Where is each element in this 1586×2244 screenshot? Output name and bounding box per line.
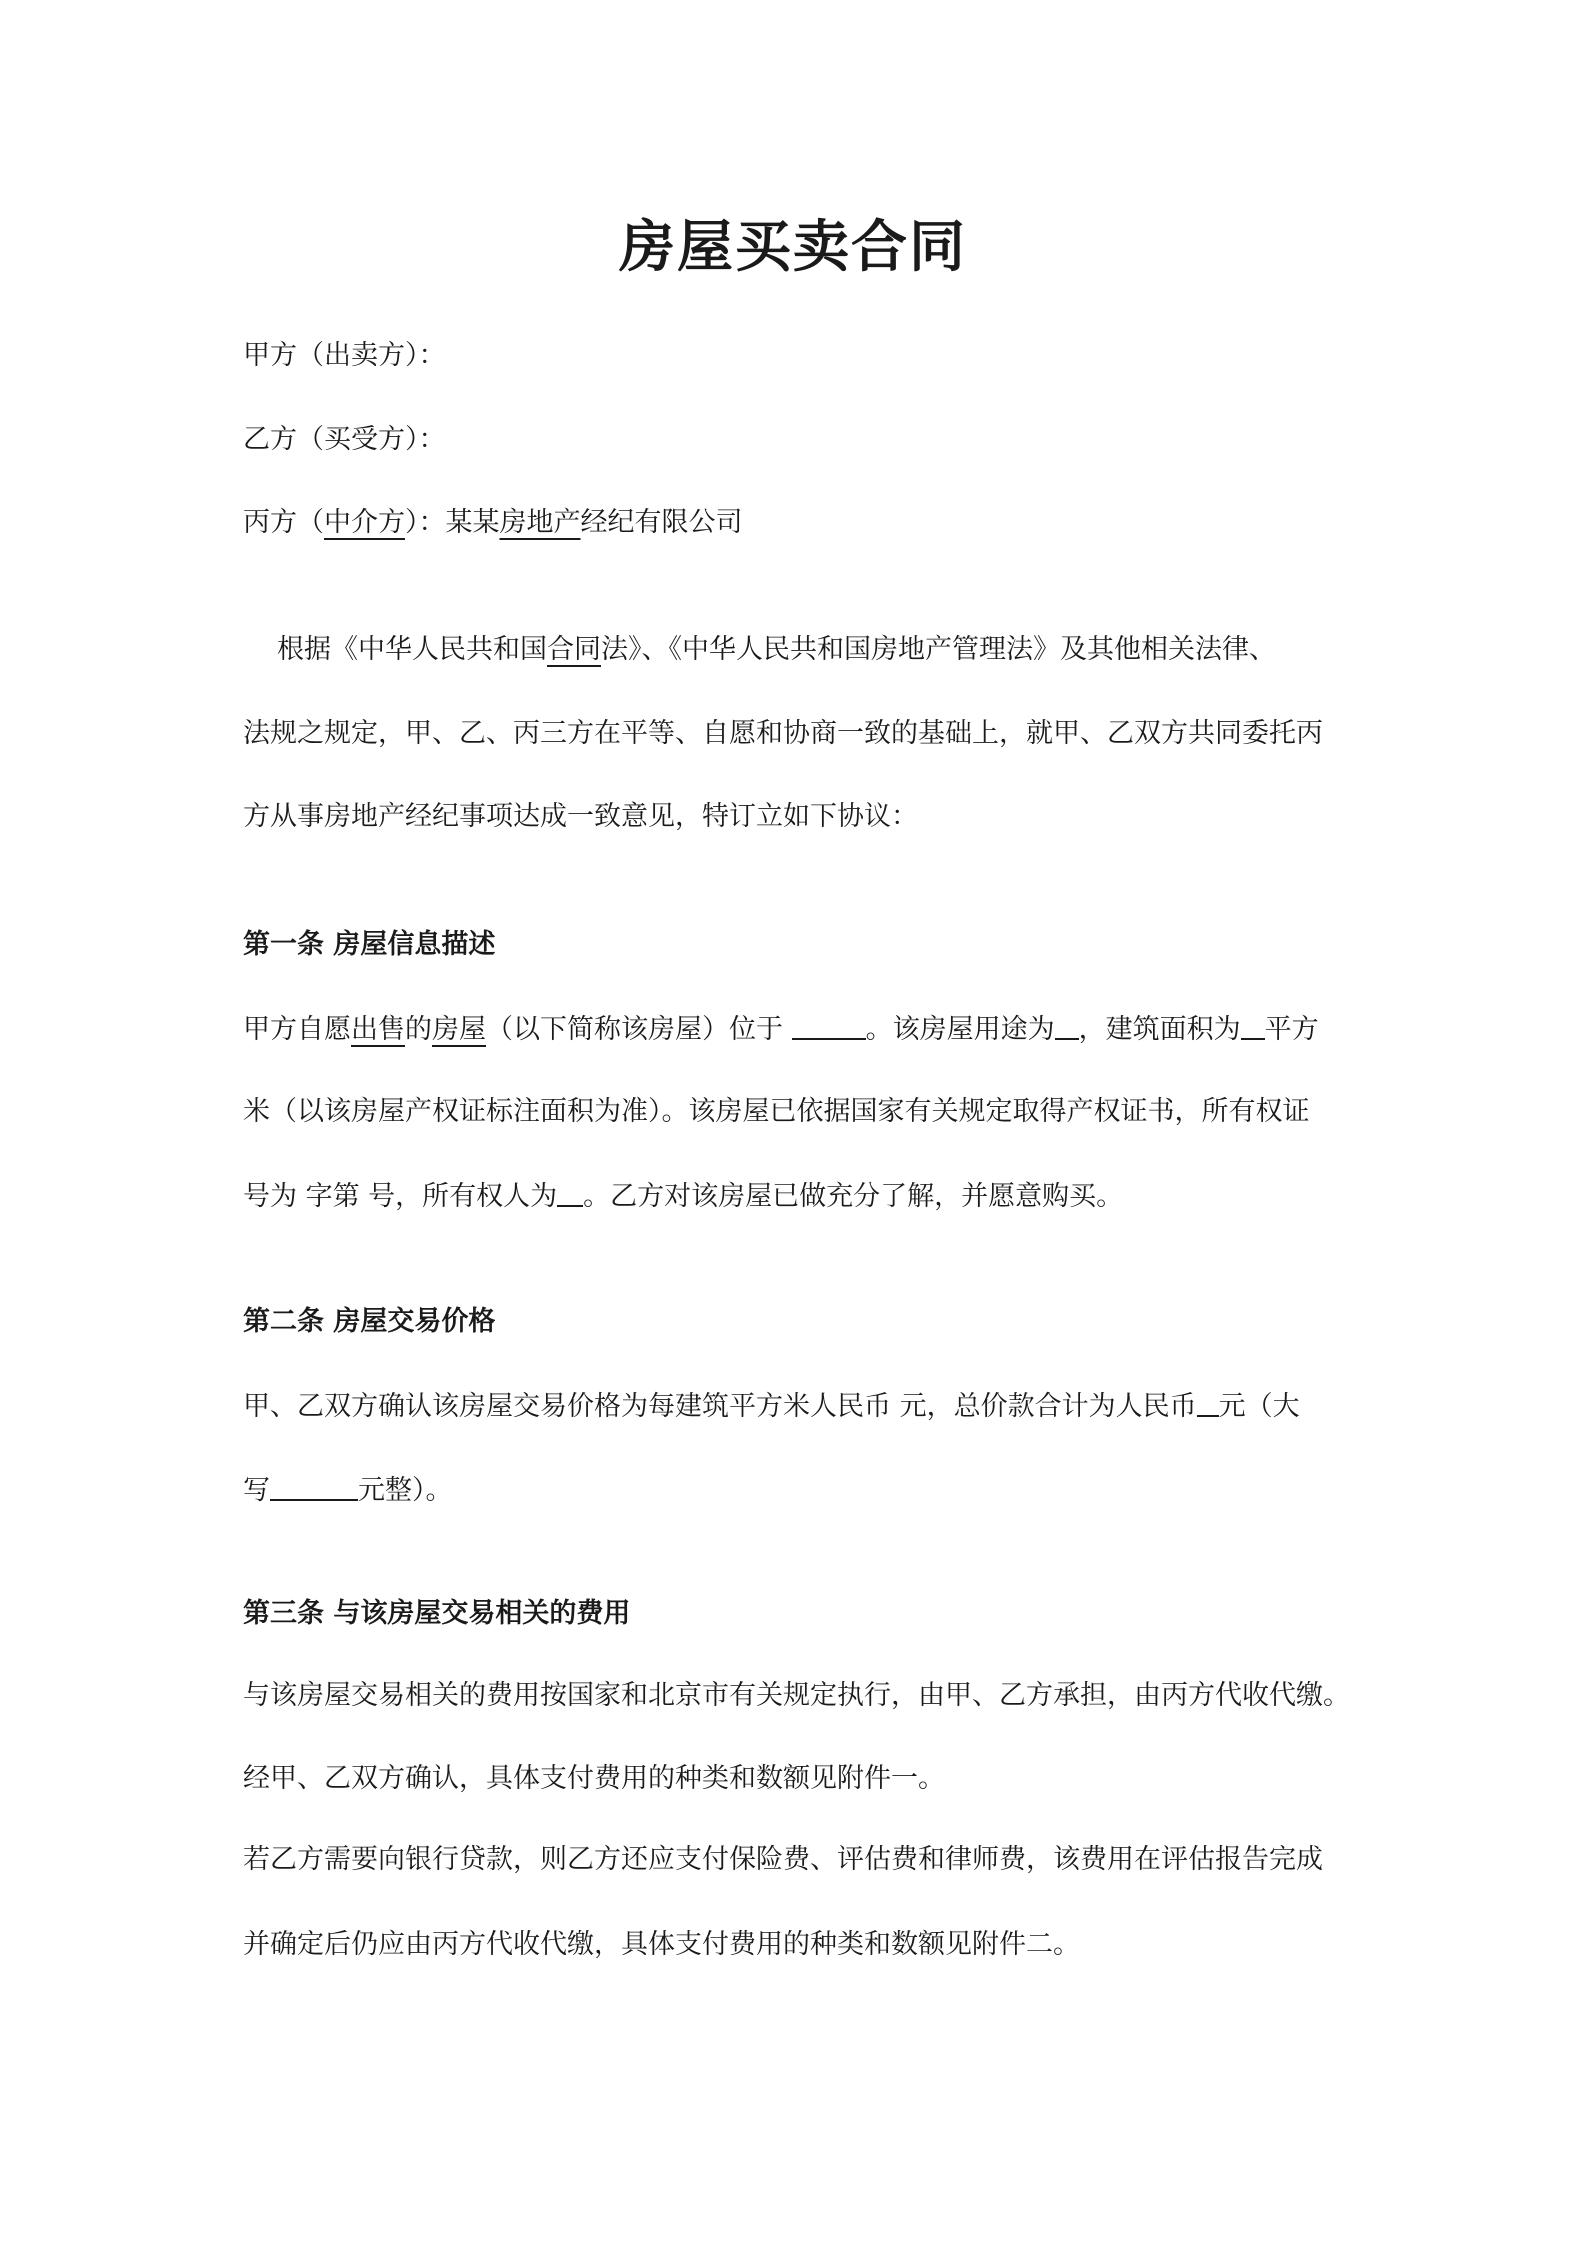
article-1-line-3 [243, 1177, 1363, 1217]
article-1-sale-underlined: 出售 [351, 1014, 405, 1045]
article-1-line-1 [243, 1010, 1363, 1050]
party-agent-role: 中介方 [324, 507, 405, 538]
article-1-line-1-e: ，建筑面积为 [1078, 1014, 1241, 1045]
intro-line-1-underlined: 合同 [547, 634, 601, 665]
party-agent-suffix: 经纪有限公司 [580, 507, 743, 538]
intro-line-1 [243, 630, 1397, 670]
intro-line-1-b: 法》、《中华人民共和国房地产管理法》及其他相关法律、 [601, 634, 1276, 665]
article-2-line-1 [243, 1387, 1363, 1427]
article-2-line-1-b: 元（大 [1218, 1391, 1300, 1422]
article-1-line-1-b: 的 [405, 1014, 432, 1045]
party-seller: 甲方（出卖方）： [243, 340, 446, 371]
article-1-line-1-c: （以下简称该房屋）位于 [486, 1014, 783, 1045]
article-1-line-1-f: 平方 [1264, 1014, 1319, 1045]
article-3-line-3: 若乙方需要向银行贷款，则乙方还应支付保险费、评估费和律师费，该费用在评估报告完成 [243, 1844, 1323, 1875]
article-1-line-3-b: 。乙方对该房屋已做充分了解，并愿意购买。 [583, 1181, 1124, 1212]
blank-location [792, 1010, 866, 1040]
article-2-line-1-a: 甲、乙双方确认该房屋交易价格为每建筑平方米人民币 元，总价款合计为人民币 [243, 1391, 1197, 1422]
blank-usage [1055, 1010, 1079, 1040]
article-3-line-4: 并确定后仍应由丙方代收代缴，具体支付费用的种类和数额见附件二。 [243, 1929, 1080, 1960]
article-2-line-2-b: 元整）。 [358, 1475, 453, 1506]
article-3-line-1: 与该房屋交易相关的费用按国家和北京市有关规定执行，由甲、乙方承担，由丙方代收代缴。 [243, 1680, 1350, 1711]
blank-area [1241, 1010, 1265, 1040]
intro-line-3: 方从事房地产经纪事项达成一致意见，特订立如下协议： [243, 801, 918, 832]
article-3-heading: 第三条 与该房屋交易相关的费用 [243, 1598, 631, 1629]
document-title: 房屋买卖合同 [619, 215, 967, 280]
party-buyer: 乙方（买受方）： [243, 424, 446, 455]
article-1-line-2: 米（以该房屋产权证标注面积为准）。该房屋已依据国家有关规定取得产权证书，所有权证 [243, 1096, 1310, 1127]
party-agent-mid: ）：某某 [405, 507, 500, 538]
article-2-line-2 [243, 1471, 1363, 1511]
party-agent [243, 503, 1363, 543]
article-2-heading: 第二条 房屋交易价格 [243, 1306, 496, 1337]
intro-line-1-a: 根据《中华人民共和国 [277, 634, 547, 665]
blank-price-words [270, 1471, 358, 1501]
blank-owner [557, 1177, 583, 1207]
blank-total-price [1197, 1387, 1219, 1417]
article-1-house-underlined: 房屋 [432, 1014, 486, 1045]
article-1-line-1-a: 甲方自愿 [243, 1014, 351, 1045]
intro-line-2: 法规之规定，甲、乙、丙三方在平等、自愿和协商一致的基础上，就甲、乙双方共同委托丙 [243, 718, 1323, 749]
article-3-line-2: 经甲、乙双方确认，具体支付费用的种类和数额见附件一。 [243, 1763, 945, 1794]
party-agent-underlined: 房地产 [499, 507, 581, 538]
article-1-line-3-a: 号为 字第 号，所有权人为 [243, 1181, 558, 1212]
party-agent-prefix: 丙方（ [243, 507, 324, 538]
article-2-line-2-a: 写 [243, 1475, 270, 1506]
article-1-line-1-d: 。该房屋用途为 [865, 1014, 1055, 1045]
article-1-heading: 第一条 房屋信息描述 [243, 929, 496, 960]
